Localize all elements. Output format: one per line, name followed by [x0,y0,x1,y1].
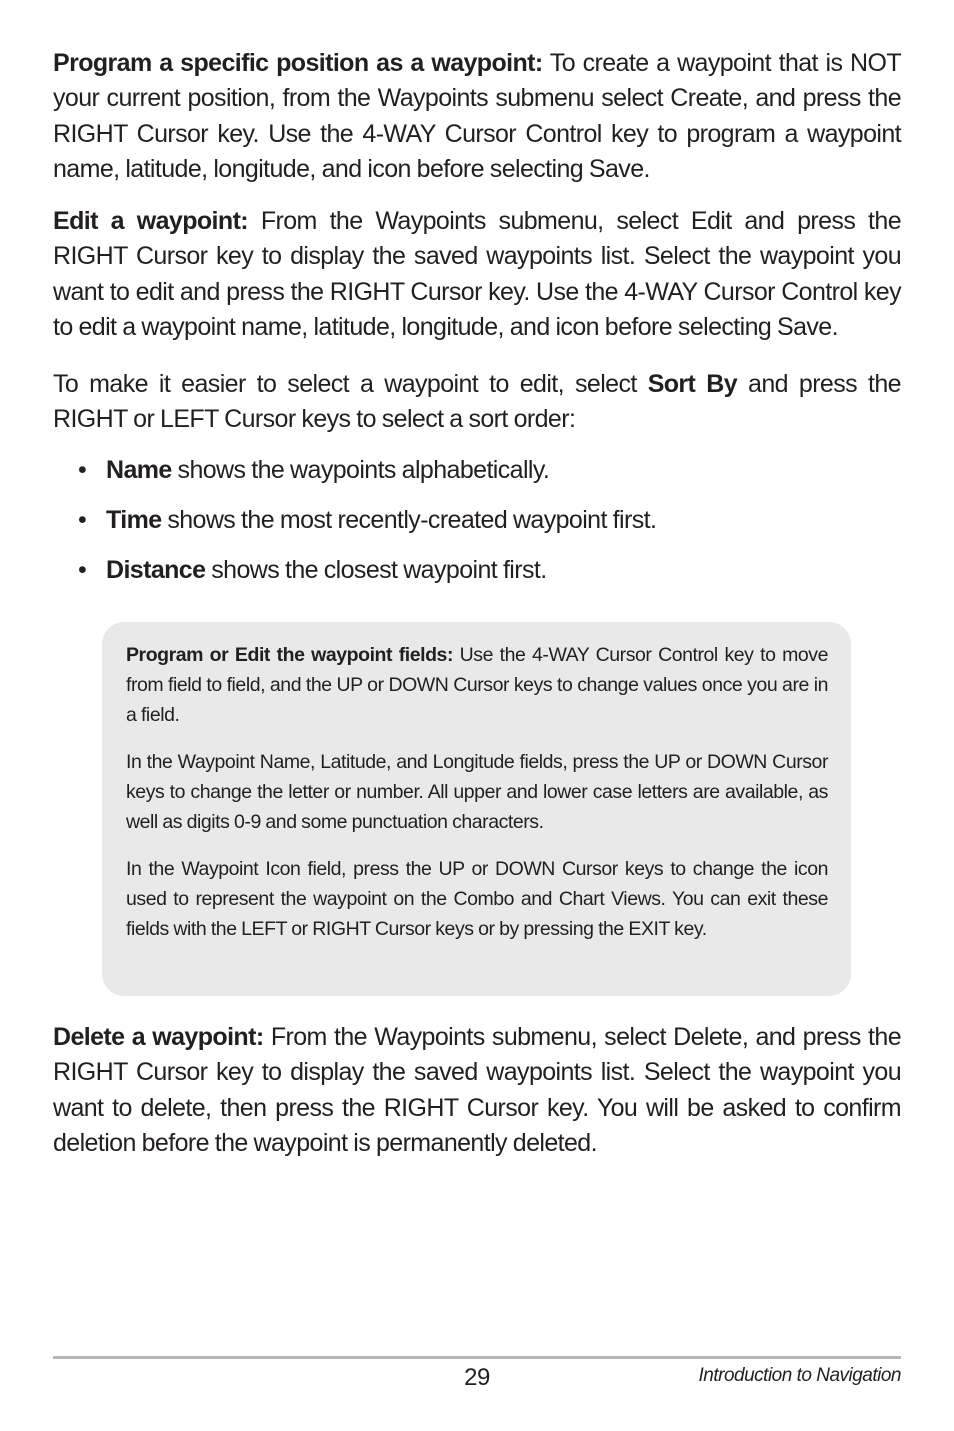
sort-by-outro: and press the RIGHT or LEFT Cursor keys to select a sort order: [53,370,901,434]
bullet-icon: • [78,506,87,534]
bullet-icon: • [78,456,87,484]
sort-by-intro: To make it easier to select a waypoint to edit, select [53,370,648,398]
sort-option-description: shows the waypoints alphabetically. [171,456,550,484]
program-waypoint-paragraph [53,46,901,187]
delete-waypoint-paragraph [53,1020,901,1161]
program-waypoint-body: To create a waypoint that is NOT your current position, from the Waypoints submenu select Create, and press the RIGHT Cursor key. Use the 4-WAY Cursor Control key to program a waypoint name, latitude, longitude, and icon before selecting Save. [53,49,901,183]
edit-waypoint-heading: Edit a waypoint: [53,207,249,235]
list-item-sort-name [78,452,898,502]
program-waypoint-heading: Program a specific position as a waypoint: [53,49,543,77]
edit-waypoint-body: From the Waypoints submenu, select Edit and press the RIGHT Cursor key to display the saved waypoints list. Select the waypoint you want to edit and press the RIGHT Cursor key. Use the 4-WAY Cursor Control key to edit a waypoint name, latitude, longitude, and icon before selecting Save. [53,207,901,341]
sort-option-term: Name [106,456,172,484]
callout-paragraph-icon-field: In the Waypoint Icon field, press the UP or DOWN Cursor keys to change the icon used to represent the waypoint on the Combo and Chart Views. You can exit these fields with the LEFT or RIGHT Cursor keys or by pressing the EXIT key. [126,858,828,940]
list-item-sort-time [78,502,898,552]
sort-option-description: shows the closest waypoint first. [205,556,547,584]
sort-option-description: shows the most recently-created waypoint first. [161,506,657,534]
sort-option-term: Time [106,506,162,534]
footer-section-title: Introduction to Navigation [698,1365,901,1386]
delete-waypoint-heading: Delete a waypoint: [53,1023,264,1051]
sort-options-list [78,452,898,602]
waypoint-fields-callout [102,622,851,996]
callout-paragraph-program-edit [126,640,828,730]
edit-waypoint-paragraph [53,204,901,345]
sort-by-term: Sort By [647,370,738,398]
bullet-icon: • [78,556,87,584]
sort-option-term: Distance [106,556,206,584]
sort-by-paragraph [53,367,901,438]
page-number: 29 [464,1364,490,1391]
list-item-sort-distance [78,552,898,602]
callout-paragraph-name-fields: In the Waypoint Name, Latitude, and Longitude fields, press the UP or DOWN Cursor keys to change the letter or number. All upper and lower case letters are available, as well as digits 0-9 and some punctuation characters. [126,751,828,833]
footer-divider [53,1356,901,1359]
delete-waypoint-body: From the Waypoints submenu, select Delete, and press the RIGHT Cursor key to display the saved waypoints list. Select the waypoint you want to delete, then press the RIGHT Cursor key. You will be asked to confirm deletion before the waypoint is permanently deleted. [53,1023,901,1157]
callout-body: Use the 4-WAY Cursor Control key to move from field to field, and the UP or DOWN Cursor keys to change values once you are in a field. [126,644,828,726]
callout-heading: Program or Edit the waypoint fields: [126,644,453,666]
